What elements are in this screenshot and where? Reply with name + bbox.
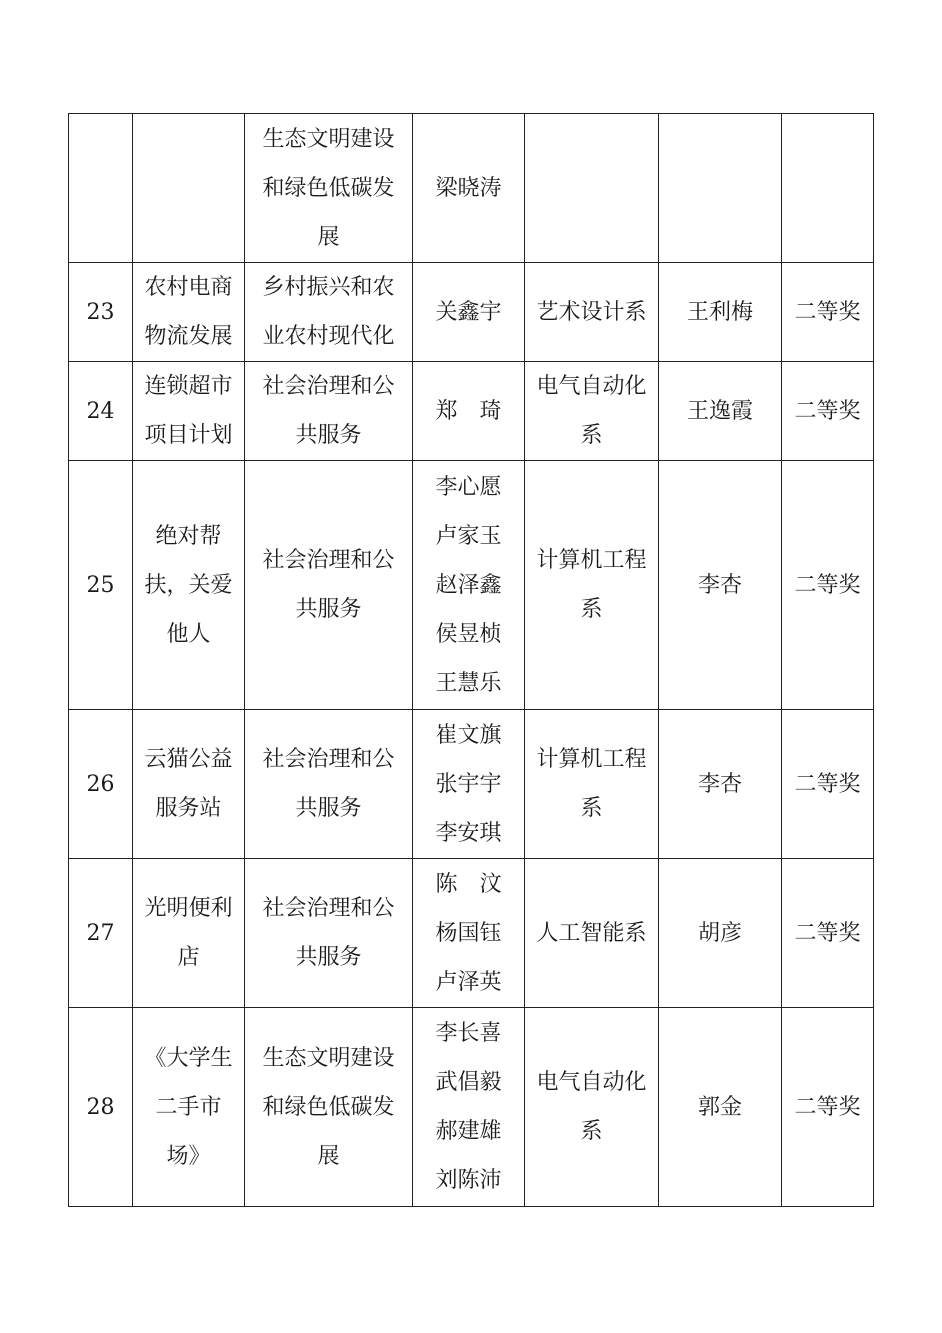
cell-members-line: 王慧乐: [435, 670, 502, 696]
cell-project-name: [133, 461, 245, 710]
cell-award-text: 二等奖: [794, 771, 861, 797]
cell-department-line: 电气自动化: [536, 1070, 647, 1095]
cell-number-text: 28: [86, 1094, 115, 1120]
cell-members: [413, 859, 525, 1008]
cell-track-line: 共服务: [295, 423, 362, 448]
cell-award-text: 二等奖: [794, 1094, 861, 1120]
cell-advisor: [659, 114, 782, 263]
cell-department-line: 系: [580, 597, 603, 622]
cell-members-line: 刘陈沛: [435, 1168, 502, 1193]
cell-department: [525, 263, 659, 362]
cell-members-line: 卢泽英: [435, 969, 502, 995]
cell-members-line: 关鑫宇: [435, 299, 502, 325]
cell-project-name: [133, 710, 245, 859]
cell-advisor-text: 胡彦: [697, 920, 742, 946]
cell-advisor-text: 李杏: [697, 572, 742, 598]
cell-department-line: 系: [580, 423, 603, 448]
cell-track-line: 共服务: [295, 597, 362, 622]
cell-number-text: 24: [86, 398, 115, 424]
cell-award-text: 二等奖: [794, 920, 861, 946]
cell-track-line: 共服务: [295, 796, 362, 821]
cell-members: [413, 362, 525, 461]
table-row: [69, 859, 874, 1008]
cell-advisor: [659, 263, 782, 362]
table-row: [69, 362, 874, 461]
cell-project-name: [133, 859, 245, 1008]
cell-advisor: [659, 461, 782, 710]
cell-track-line: 展: [317, 224, 340, 250]
cell-number: [69, 859, 133, 1008]
cell-award-text: 二等奖: [794, 572, 861, 598]
cell-members-line: 武倡毅: [435, 1070, 502, 1095]
cell-project-name: [133, 114, 245, 263]
cell-project-name-line: 光明便利: [144, 896, 233, 921]
cell-number: [69, 263, 133, 362]
cell-members-line: 郑 琦: [435, 398, 502, 424]
cell-department-line: 系: [580, 796, 603, 821]
cell-project-name-line: 农村电商: [144, 275, 233, 300]
cell-track: [245, 461, 413, 710]
table-body: [69, 114, 874, 1207]
cell-department: [525, 859, 659, 1008]
cell-number-text: 26: [86, 771, 115, 797]
cell-number: [69, 362, 133, 461]
cell-department-line: 计算机工程: [536, 747, 647, 772]
cell-members-line: 卢家玉: [435, 523, 502, 549]
cell-track: [245, 114, 413, 263]
cell-track: [245, 1008, 413, 1207]
cell-track-line: 展: [317, 1143, 340, 1169]
cell-track: [245, 710, 413, 859]
cell-project-name: [133, 362, 245, 461]
cell-advisor-text: 王逸霞: [686, 398, 753, 424]
cell-department-line: 人工智能系: [536, 920, 647, 946]
cell-project-name-line: 他人: [166, 621, 211, 647]
cell-members: [413, 1008, 525, 1207]
cell-advisor: [659, 710, 782, 859]
cell-department: [525, 461, 659, 710]
cell-department-line: 电气自动化: [536, 374, 647, 399]
cell-track-line: 业农村现代化: [262, 324, 395, 349]
cell-members-line: 杨国钰: [435, 920, 502, 946]
cell-department: [525, 1008, 659, 1207]
cell-members-line: 侯昱桢: [435, 621, 502, 647]
cell-project-name-line: 物流发展: [144, 324, 233, 349]
cell-advisor: [659, 859, 782, 1008]
cell-project-name-line: 店: [177, 945, 200, 970]
cell-department-line: 系: [580, 1119, 603, 1144]
cell-award: [782, 1008, 874, 1207]
cell-department: [525, 114, 659, 263]
cell-award: [782, 362, 874, 461]
cell-project-name-line: 场》: [166, 1143, 211, 1169]
cell-track-line: 社会治理和公: [262, 374, 395, 399]
cell-award: [782, 710, 874, 859]
cell-advisor-text: 郭金: [697, 1094, 742, 1120]
cell-members-line: 郝建雄: [435, 1119, 502, 1144]
table-row: [69, 461, 874, 710]
cell-project-name-line: 连锁超市: [144, 374, 233, 399]
cell-members-line: 陈 汶: [435, 871, 502, 897]
cell-project-name: [133, 263, 245, 362]
cell-project-name-line: 《大学生: [144, 1045, 233, 1071]
cell-members-line: 李长喜: [435, 1021, 502, 1046]
cell-number: [69, 710, 133, 859]
cell-project-name-line: 项目计划: [144, 423, 233, 448]
cell-members-line: 梁晓涛: [435, 175, 502, 201]
cell-members: [413, 114, 525, 263]
cell-track-line: 和绿色低碳发: [262, 175, 395, 201]
cell-department-line: 计算机工程: [536, 548, 647, 573]
cell-number: [69, 461, 133, 710]
cell-award: [782, 263, 874, 362]
awards-table: [68, 113, 874, 1207]
cell-number-text: 27: [86, 920, 115, 946]
cell-members: [413, 263, 525, 362]
table-row: [69, 114, 874, 263]
cell-members-line: 李心愿: [435, 474, 502, 500]
cell-track-line: 社会治理和公: [262, 548, 395, 573]
cell-track-line: 生态文明建设: [262, 1045, 395, 1071]
cell-track-line: 社会治理和公: [262, 896, 395, 921]
cell-project-name: [133, 1008, 245, 1207]
cell-department: [525, 710, 659, 859]
table-row: [69, 710, 874, 859]
cell-project-name-line: 云猫公益: [144, 747, 233, 772]
cell-members-line: 张宇宇: [435, 771, 502, 797]
cell-members-line: 崔文旗: [435, 722, 502, 748]
cell-project-name-line: 绝对帮: [155, 523, 222, 549]
cell-award: [782, 859, 874, 1008]
cell-award-text: 二等奖: [794, 299, 861, 325]
cell-project-name-line: 服务站: [155, 796, 222, 821]
cell-track-line: 乡村振兴和农: [262, 275, 395, 300]
cell-number: [69, 1008, 133, 1207]
cell-number-text: 25: [86, 572, 115, 598]
cell-track: [245, 859, 413, 1008]
cell-department-line: 艺术设计系: [536, 299, 647, 325]
cell-advisor: [659, 362, 782, 461]
cell-members-line: 李安琪: [435, 820, 502, 846]
table-row: [69, 263, 874, 362]
cell-number-text: 23: [86, 299, 115, 325]
cell-award-text: 二等奖: [794, 398, 861, 424]
cell-track-line: 社会治理和公: [262, 747, 395, 772]
cell-project-name-line: 扶，关爱: [144, 572, 233, 598]
cell-advisor-text: 李杏: [697, 771, 742, 797]
cell-award: [782, 461, 874, 710]
cell-award: [782, 114, 874, 263]
cell-track: [245, 362, 413, 461]
cell-members: [413, 461, 525, 710]
cell-department: [525, 362, 659, 461]
cell-advisor: [659, 1008, 782, 1207]
cell-advisor-text: 王利梅: [686, 299, 753, 325]
cell-track-line: 和绿色低碳发: [262, 1094, 395, 1120]
cell-track-line: 共服务: [295, 945, 362, 970]
cell-number: [69, 114, 133, 263]
cell-project-name-line: 二手市: [155, 1094, 222, 1120]
cell-track-line: 生态文明建设: [262, 126, 395, 152]
cell-track: [245, 263, 413, 362]
cell-members-line: 赵泽鑫: [435, 572, 502, 598]
table-row: [69, 1008, 874, 1207]
cell-members: [413, 710, 525, 859]
